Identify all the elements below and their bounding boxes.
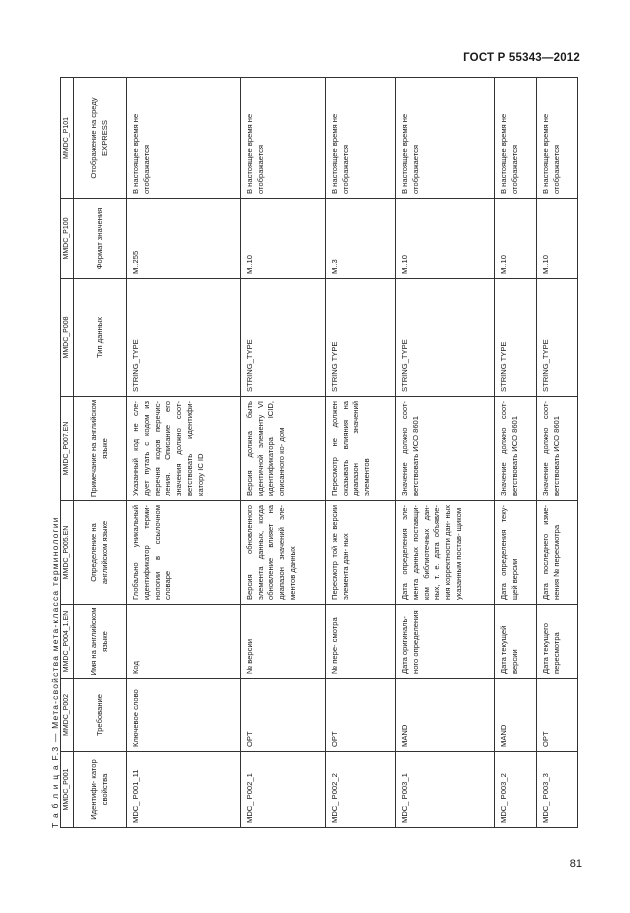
meta-properties-table	[60, 77, 578, 828]
table-cell: № пере- смотра	[325, 605, 395, 679]
table-cell: Пересмотр той же версии элемента дан- ных	[325, 501, 395, 605]
table-cell: Дата текущего пересмотра	[536, 605, 577, 679]
code-cell: MMDC_P101	[61, 78, 74, 199]
code-cell: MMDC_P002	[61, 679, 74, 752]
table-cell: Глобально уникальный идентификатор терми- нологии в ссылочном словаре	[126, 501, 240, 605]
code-cell: MMDC_P100	[61, 199, 74, 279]
table-cell: STRING TYPE	[325, 279, 395, 397]
table-caption: Т а б л и ц а F.3 — Мета-свойства мета-класса терминологии	[50, 516, 60, 828]
table-cell: В настоящее время не отображается	[126, 78, 240, 199]
table-row	[240, 78, 325, 828]
table-cell: OPT	[325, 679, 395, 752]
table-cell: STRING_TYPE	[126, 279, 240, 397]
table-cell: Ключевое слово	[126, 679, 240, 752]
table-cell: В настоящее время не отображается	[325, 78, 395, 199]
table-cell: Дата определения эле- мента данных поставщи- ком библиотечных дан- ных, т. е. дата объявле- ния корректности дан- ных указанным постав- щиком	[396, 501, 495, 605]
table-cell: M..10	[240, 199, 325, 279]
column-name: Тип данных	[73, 279, 126, 397]
table-cell: M..3	[325, 199, 395, 279]
table-cell: Значение должно соот- ветствовать ИСО 8601	[396, 397, 495, 501]
table-cell: № версии	[240, 605, 325, 679]
code-header-row	[61, 78, 74, 828]
table-row	[396, 78, 495, 828]
table-cell: MDC_ P001_11	[126, 752, 240, 828]
table-cell: OPT	[240, 679, 325, 752]
table-row	[126, 78, 240, 828]
table-cell: STRING TYPE	[495, 279, 536, 397]
column-name: Определение на английском языке	[73, 501, 126, 605]
table-cell: M..10	[495, 199, 536, 279]
column-name: Имя на английском языке	[73, 605, 126, 679]
table-cell: MDC_ P002_2	[325, 752, 395, 828]
table-cell: Код	[126, 605, 240, 679]
table-cell: MAND	[495, 679, 536, 752]
table-cell: STRING_TYPE	[536, 279, 577, 397]
table-cell: В настоящее время не отображается	[536, 78, 577, 199]
code-cell: MMDC_P001	[61, 752, 74, 828]
table-cell: В настоящее время не отображается	[396, 78, 495, 199]
page-number: 81	[569, 858, 582, 870]
table-cell: Указанный код не сле- дует путать с кодом из перечня кодов перечис- ления. Описание его значения должно соот- ветствовать идентифи- катору IC ID	[126, 397, 240, 501]
column-name: Идентифи- катор свойства	[73, 752, 126, 828]
code-cell: MMDC_P004_1.EN	[61, 605, 74, 679]
table-row	[536, 78, 577, 828]
table-cell: Значение должно соот- ветствовать ИСО 8601	[495, 397, 536, 501]
table-cell: Версия обновленного элемента данных, когда обновление влияет на диапазон значений эле- ментов данных	[240, 501, 325, 605]
code-cell: MMDC_P008	[61, 279, 74, 397]
table-cell: Версия должна быть идентичной элементу VI идентификатора ICID, описанного ко- дом	[240, 397, 325, 501]
table-cell: MDC_ P002_1	[240, 752, 325, 828]
table-cell: OPT	[536, 679, 577, 752]
column-name: Требование	[73, 679, 126, 752]
table-row	[495, 78, 536, 828]
table-cell: Дата последнего изме- нения № пересмотра	[536, 501, 577, 605]
table-cell: MDC_ P003_1	[396, 752, 495, 828]
table-cell: Значение должно соот- ветствовать ИСО 8601	[536, 397, 577, 501]
table-cell: M..255	[126, 199, 240, 279]
code-cell: MMDC_P005.EN	[61, 501, 74, 605]
table-cell: M..10	[536, 199, 577, 279]
table-cell: В настоящее время не отображается	[240, 78, 325, 199]
column-name: Примечание на английском языке	[73, 397, 126, 501]
table-cell: STRING_TYPE	[396, 279, 495, 397]
table-cell: MDC_ P003_3	[536, 752, 577, 828]
table-cell: M..10	[396, 199, 495, 279]
code-cell: MMDC_P007.EN	[61, 397, 74, 501]
table-cell: STRING_TYPE	[240, 279, 325, 397]
table-cell: Дата определения теку- щей версии	[495, 501, 536, 605]
column-name: Формат значения	[73, 199, 126, 279]
table-cell: Пересмотр не должен оказывать влияния на диапазон значений элементов	[325, 397, 395, 501]
rotated-table-container	[60, 78, 578, 828]
table-row	[325, 78, 395, 828]
table-cell: MDC_ P003_2	[495, 752, 536, 828]
document-header: ГОСТ Р 55343—2012	[463, 52, 580, 64]
table-cell: MAND	[396, 679, 495, 752]
table-cell: В настоящее время не отображается	[495, 78, 536, 199]
table-cell: Дата текущей версии	[495, 605, 536, 679]
column-name: Отображение на среду EXPRESS	[73, 78, 126, 199]
name-header-row	[73, 78, 126, 828]
table-cell: Дата оригиналь- ного определения	[396, 605, 495, 679]
